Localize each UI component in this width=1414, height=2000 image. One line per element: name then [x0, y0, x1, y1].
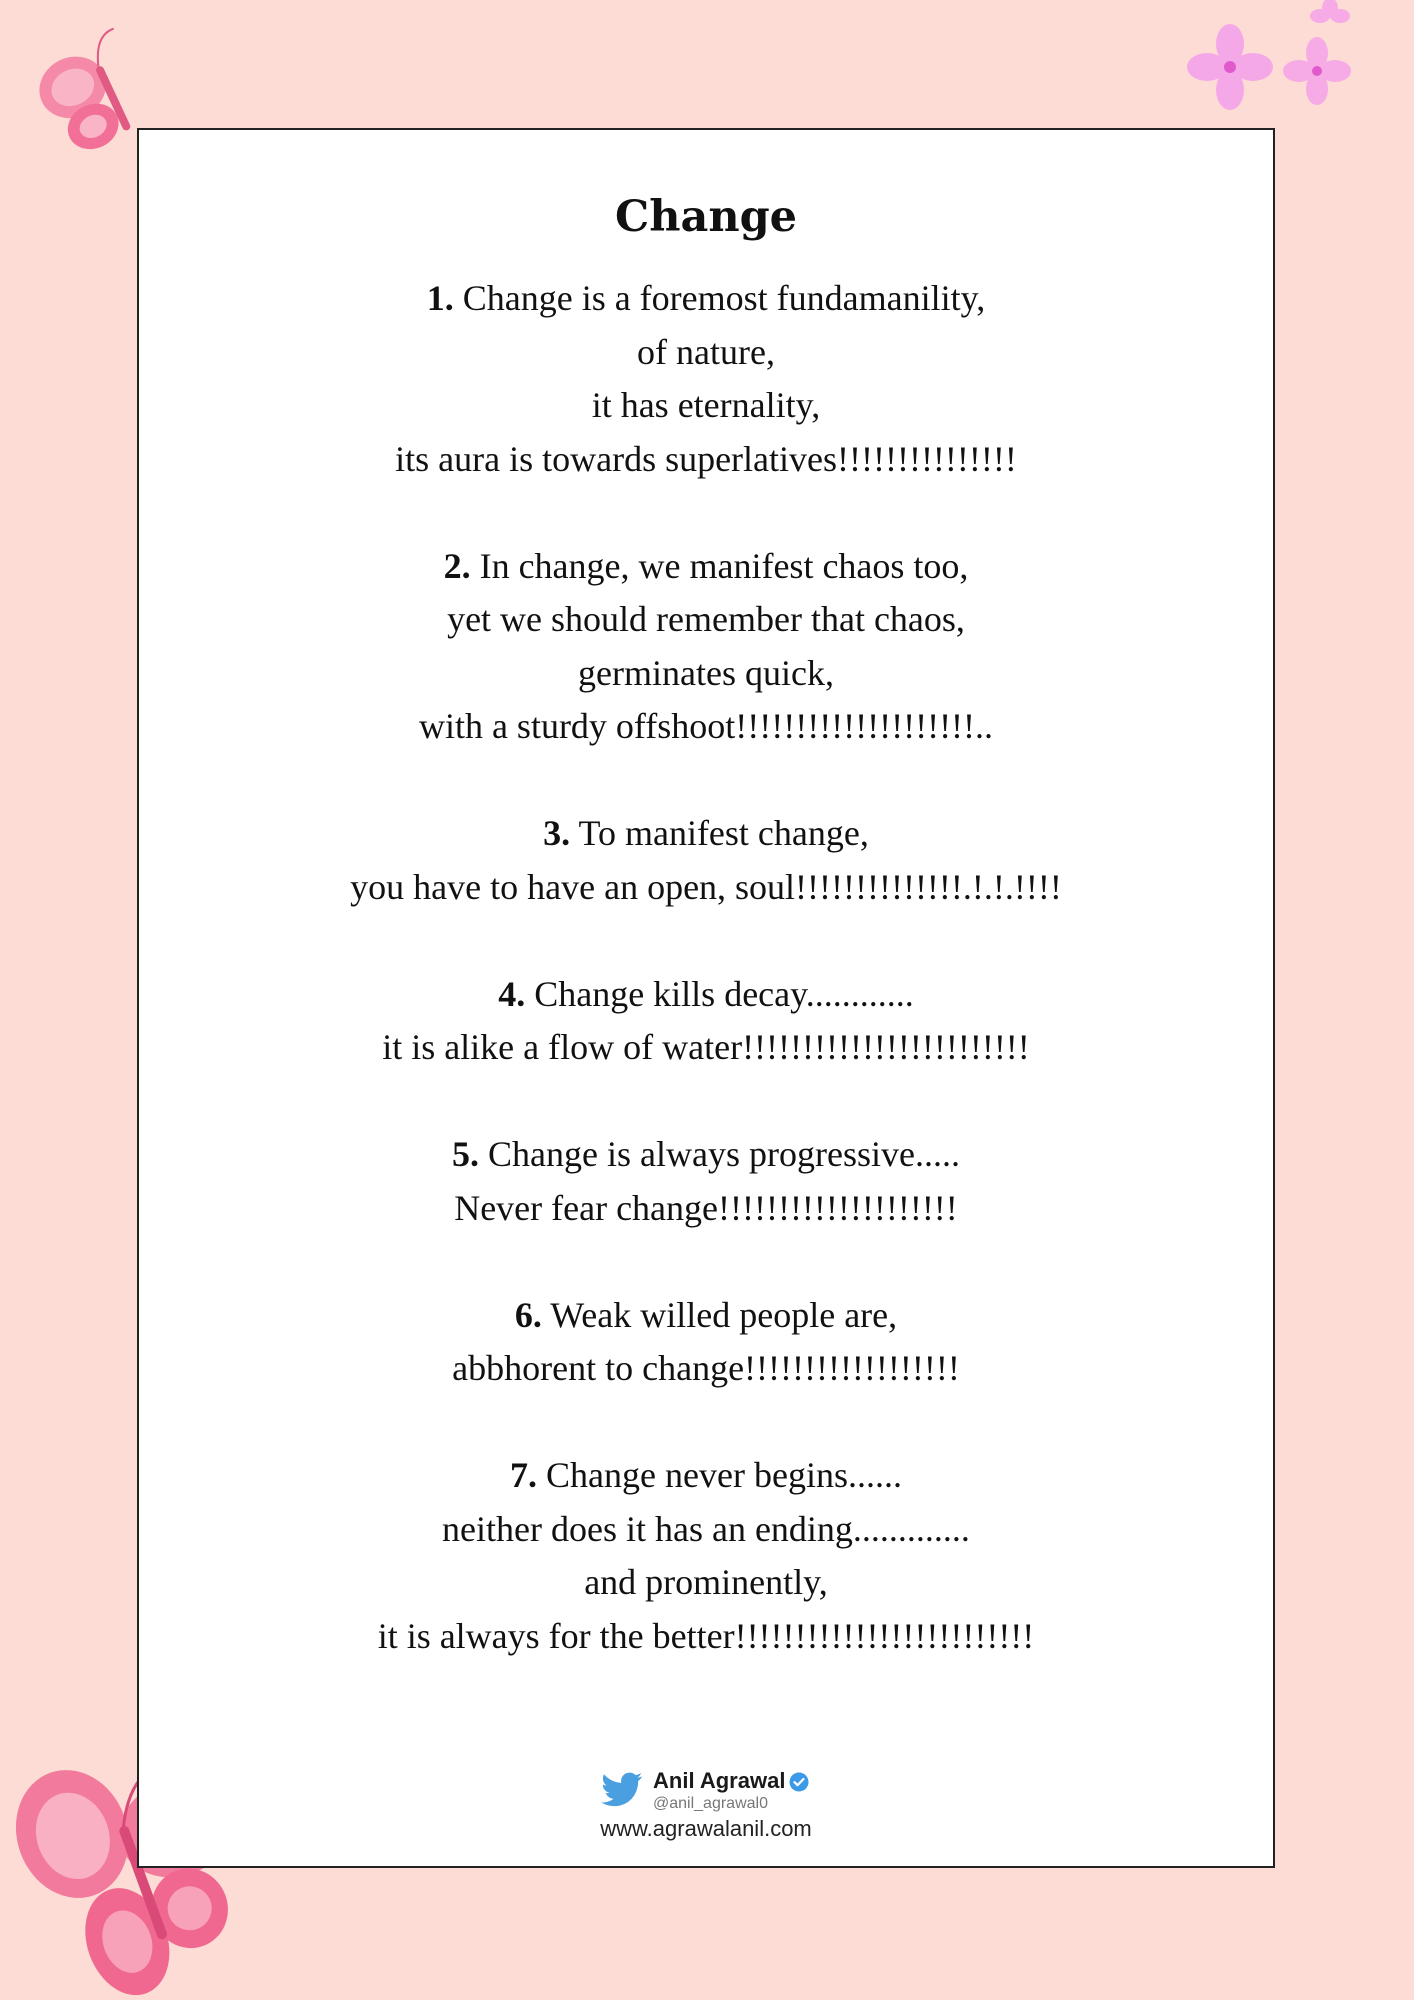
stanza-4 — [139, 968, 1273, 1075]
stanza-line: and prominently, — [584, 1562, 828, 1602]
author-signature — [139, 1768, 1273, 1842]
stanza-line: of nature, — [637, 331, 775, 372]
stanza-line: it has eternality, — [591, 385, 821, 425]
stanza-line: yet we should remember that chaos, — [447, 599, 965, 639]
poem-card — [137, 128, 1275, 1868]
website-link[interactable]: www.agrawalanil.com — [600, 1816, 812, 1841]
poem-body — [139, 272, 1273, 1717]
flower-icon — [1185, 22, 1275, 112]
stanza-line: its aura is towards superlatives!!!!!!!!!!!!!!! — [395, 438, 1017, 479]
stanza-line: with a sturdy offshoot!!!!!!!!!!!!!!!!!!!!.. — [418, 706, 994, 746]
stanza-line: you have to have an open, soul!!!!!!!!!!!!!!.!.!.!!!! — [350, 866, 1062, 907]
stanza-line: it is always for the better!!!!!!!!!!!!!!!!!!!!!!!!! — [377, 1615, 1035, 1656]
flower-icon — [1310, 0, 1350, 30]
stanza-line: 5. Change is always progressive..... — [452, 1134, 960, 1174]
stanza-line: 3. To manifest change, — [543, 813, 869, 853]
stanza-number: 1. — [426, 278, 454, 318]
flower-icon — [1282, 36, 1352, 106]
stanza-line: it is alike a flow of water!!!!!!!!!!!!!!!!!!!!!!!! — [382, 1027, 1030, 1067]
stanza-number: 4. — [498, 973, 526, 1014]
stanza-line: germinates quick, — [578, 652, 834, 693]
stanza-line: 6. Weak willed people are, — [514, 1294, 898, 1335]
author-name[interactable]: Anil Agrawal — [653, 1768, 809, 1794]
stanza-line: Never fear change!!!!!!!!!!!!!!!!!!!! — [454, 1187, 958, 1228]
stanza-line: 4. Change kills decay............ — [498, 973, 914, 1014]
stanza-line: 1. Change is a foremost fundamanility, — [426, 278, 986, 318]
stanza-number: 2. — [443, 545, 471, 586]
stanza-2 — [139, 540, 1273, 754]
stanza-line: 7. Change never begins...... — [510, 1455, 902, 1495]
author-handle[interactable]: @anil_agrawal0 — [653, 1795, 768, 1812]
stanza-1 — [139, 272, 1273, 486]
verified-badge-icon — [789, 1772, 809, 1792]
stanza-line: 2. In change, we manifest chaos too, — [443, 545, 969, 586]
stanza-line: neither does it has an ending............. — [442, 1508, 970, 1549]
author-row — [139, 1768, 1273, 1814]
stanza-line: abbhorent to change!!!!!!!!!!!!!!!!!! — [452, 1348, 960, 1388]
stanza-7 — [139, 1449, 1273, 1663]
stanza-number: 5. — [452, 1134, 480, 1174]
page-title: Change — [614, 192, 798, 242]
stanza-number: 7. — [510, 1455, 538, 1495]
stanza-6 — [139, 1289, 1273, 1396]
stanza-number: 3. — [543, 813, 571, 853]
stanza-5 — [139, 1128, 1273, 1235]
twitter-bird-icon[interactable] — [597, 1768, 647, 1812]
stanza-3 — [139, 807, 1273, 914]
stanza-number: 6. — [514, 1294, 542, 1335]
